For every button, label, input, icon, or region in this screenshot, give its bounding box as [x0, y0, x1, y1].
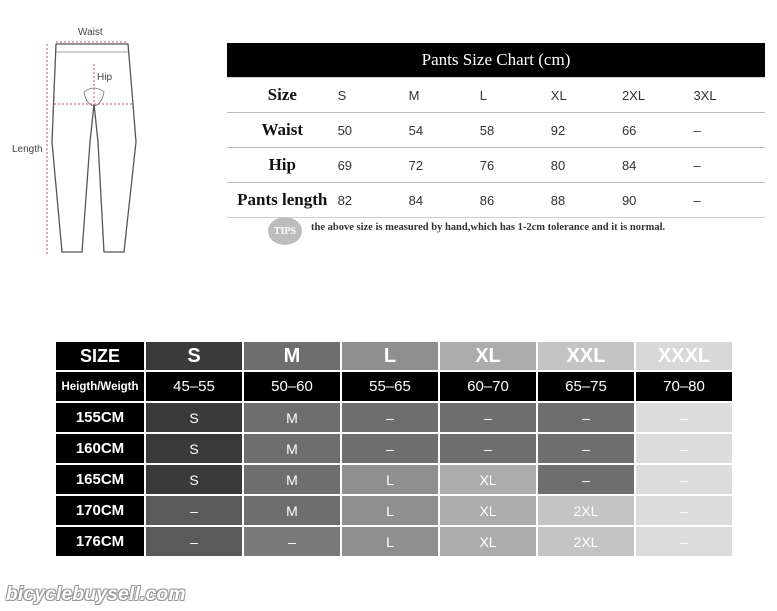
- grid-cell: –: [146, 496, 244, 527]
- grid-cell: XL: [440, 465, 538, 496]
- table-cell: 72: [409, 148, 480, 183]
- row-label: Waist: [227, 113, 338, 148]
- grid-cell: –: [342, 403, 440, 434]
- grid-height-label: 160CM: [56, 434, 146, 465]
- grid-cell: M: [244, 403, 342, 434]
- table-cell: 50: [338, 113, 409, 148]
- table-title: Pants Size Chart (cm): [227, 43, 765, 78]
- grid-cell: XL: [440, 496, 538, 527]
- grid-cell: M: [244, 465, 342, 496]
- grid-row: [56, 465, 734, 496]
- table-cell: 84: [409, 183, 480, 218]
- table-cell: 69: [338, 148, 409, 183]
- grid-row: [56, 434, 734, 465]
- grid-height-label: 176CM: [56, 527, 146, 558]
- table-cell: 3XL: [693, 78, 765, 113]
- grid-cell: –: [440, 403, 538, 434]
- grid-hw-value: 60–70: [440, 372, 538, 403]
- grid-size-header: XXL: [538, 342, 636, 372]
- waist-label: Waist: [78, 27, 103, 38]
- hip-label: Hip: [97, 72, 113, 83]
- grid-header-row: [56, 342, 734, 372]
- grid-cell: –: [636, 496, 734, 527]
- grid-size-header: XL: [440, 342, 538, 372]
- table-cell: 54: [409, 113, 480, 148]
- table-cell: 2XL: [622, 78, 694, 113]
- grid-cell: 2XL: [538, 496, 636, 527]
- grid-cell: S: [146, 403, 244, 434]
- grid-cell: –: [538, 434, 636, 465]
- grid-hw-value: 45–55: [146, 372, 244, 403]
- row-label: Pants length: [227, 183, 338, 218]
- grid-row: [56, 496, 734, 527]
- grid-hw-value: 70–80: [636, 372, 734, 403]
- grid-hw-row: [56, 372, 734, 403]
- grid-corner: SIZE: [56, 342, 146, 372]
- grid-cell: –: [342, 434, 440, 465]
- grid-cell: 2XL: [538, 527, 636, 558]
- pants-size-chart-table: [227, 43, 765, 218]
- grid-cell: M: [244, 434, 342, 465]
- table-cell: M: [409, 78, 480, 113]
- table-cell: L: [480, 78, 551, 113]
- grid-size-header: M: [244, 342, 342, 372]
- grid-cell: M: [244, 496, 342, 527]
- table-cell: S: [338, 78, 409, 113]
- grid-cell: –: [538, 403, 636, 434]
- tips-text: the above size is measured by hand,which has 1-2cm tolerance and it is normal.: [311, 222, 666, 233]
- row-label: Size: [227, 78, 338, 113]
- table-cell: –: [693, 148, 765, 183]
- grid-cell: –: [636, 434, 734, 465]
- table-cell: XL: [551, 78, 622, 113]
- grid-cell: S: [146, 434, 244, 465]
- tips-badge: TIPS: [268, 217, 302, 245]
- table-row: [227, 113, 765, 148]
- table-cell: 90: [622, 183, 694, 218]
- grid-cell: L: [342, 465, 440, 496]
- grid-cell: –: [244, 527, 342, 558]
- watermark: bicyclebuysell.com: [6, 584, 186, 605]
- grid-cell: –: [440, 434, 538, 465]
- table-cell: 58: [480, 113, 551, 148]
- pants-illustration: [0, 22, 200, 267]
- table-cell: 86: [480, 183, 551, 218]
- table-row: [227, 148, 765, 183]
- table-cell: 88: [551, 183, 622, 218]
- grid-cell: XL: [440, 527, 538, 558]
- grid-row: [56, 527, 734, 558]
- grid-height-label: 155CM: [56, 403, 146, 434]
- grid-height-label: 170CM: [56, 496, 146, 527]
- row-label: Hip: [227, 148, 338, 183]
- grid-cell: S: [146, 465, 244, 496]
- table-cell: 80: [551, 148, 622, 183]
- grid-cell: –: [636, 403, 734, 434]
- height-weight-size-grid: [56, 342, 734, 558]
- table-cell: 66: [622, 113, 694, 148]
- table-row: [227, 78, 765, 113]
- grid-height-label: 165CM: [56, 465, 146, 496]
- table-row: [227, 183, 765, 218]
- table-cell: 92: [551, 113, 622, 148]
- grid-size-header: S: [146, 342, 244, 372]
- grid-hw-value: 65–75: [538, 372, 636, 403]
- grid-cell: L: [342, 496, 440, 527]
- grid-size-header: XXXL: [636, 342, 734, 372]
- grid-cell: –: [538, 465, 636, 496]
- grid-size-header: L: [342, 342, 440, 372]
- table-cell: 76: [480, 148, 551, 183]
- grid-cell: –: [146, 527, 244, 558]
- grid-cell: L: [342, 527, 440, 558]
- table-cell: 82: [338, 183, 409, 218]
- grid-hw-label: Heigth/Weigth: [56, 372, 146, 403]
- grid-cell: –: [636, 527, 734, 558]
- grid-hw-value: 55–65: [342, 372, 440, 403]
- table-cell: –: [693, 183, 765, 218]
- length-label: Length: [12, 144, 43, 155]
- grid-hw-value: 50–60: [244, 372, 342, 403]
- grid-cell: –: [636, 465, 734, 496]
- grid-row: [56, 403, 734, 434]
- table-cell: –: [693, 113, 765, 148]
- table-cell: 84: [622, 148, 694, 183]
